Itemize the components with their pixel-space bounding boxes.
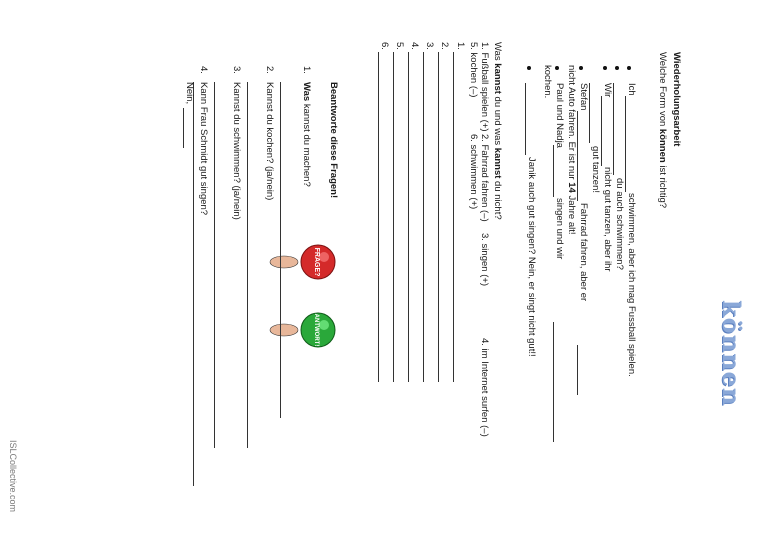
answer-line-q2[interactable] (247, 82, 248, 448)
answer-line-4[interactable] (408, 52, 409, 382)
bullet (579, 66, 583, 70)
answer-line-3[interactable] (423, 52, 424, 382)
bullet (615, 66, 619, 70)
activity-1: 1. Fußball spielen (+) (479, 42, 490, 132)
sentence-5-end: kochen. (542, 65, 553, 99)
sentence-2: du auch schwimmen? (614, 178, 625, 270)
sentence-3: Wir (602, 83, 613, 98)
activity-4: 4. im Internet surfen (–) (479, 338, 490, 437)
bullet (527, 66, 531, 70)
answer-line-5[interactable] (393, 52, 394, 382)
heading-koennen: können (717, 300, 746, 407)
answer-line-q3[interactable] (214, 82, 215, 448)
question-number-4: 4. (198, 66, 209, 74)
blank-line[interactable] (601, 96, 602, 166)
question-3: Kannst du schwimmen? (ja/nein) (231, 82, 242, 220)
blank-line[interactable] (525, 83, 526, 155)
sentence-1-rest: schwimmen, aber ich mag Fussball spielen. (626, 193, 637, 377)
site-watermark: ISLCollective.com (8, 440, 18, 513)
bullet (603, 66, 607, 70)
sentence-4-rest: Fahrrad fahren, aber er (578, 203, 589, 302)
answer-label-6: 6. (379, 42, 390, 50)
answer-prefix-nein: Nein, (184, 82, 195, 105)
sentence-1: Ich (626, 83, 637, 96)
worksheet-title: Wiederholungsarbeit (671, 52, 682, 147)
blank-line[interactable] (625, 96, 626, 192)
question-number-1: 1. (301, 66, 312, 74)
question-4: Kann Frau Schmidt gut singen? (198, 82, 209, 216)
instruction-2: Was kannst du und was kannst du nicht? (492, 42, 503, 220)
instruction-1: Welche Form von können ist richtig? (657, 52, 668, 209)
questions-heading: Beantworte diese Fragen! (328, 82, 339, 199)
question-1: Was kannst du machen? (301, 82, 312, 187)
question-number-2: 2. (264, 66, 275, 74)
answer-line-q4[interactable] (193, 82, 194, 486)
activity-2: 2. Fahrrad fahren (–) (479, 134, 490, 222)
sentence-3-end: gut tanzen! (590, 146, 601, 194)
sentence-4: Stefan (578, 83, 589, 111)
blank-line[interactable] (577, 111, 578, 201)
question-number-3: 3. (231, 66, 242, 74)
blank-line[interactable] (577, 345, 578, 395)
bullet (627, 66, 631, 70)
frage-label: FRAGE? (313, 247, 320, 277)
sentence-3-rest: nicht gut tanzen, aber ihr (602, 167, 613, 272)
answer-line-1[interactable] (453, 52, 454, 382)
question-2: Kannst du kochen? (ja/nein) (264, 82, 275, 201)
blank-line[interactable] (553, 145, 554, 197)
answer-line-2[interactable] (438, 52, 439, 382)
sentence-4-line2: nicht Auto fahren. Er ist nur 14 Jahre alt! (566, 65, 577, 235)
answer-line-6[interactable] (378, 52, 379, 382)
bullet (555, 66, 559, 70)
answer-label-2: 2. (439, 42, 450, 50)
answer-line-q1[interactable] (280, 82, 281, 418)
answer-label-5: 5. (394, 42, 405, 50)
sentence-5: Paul und Nadja (554, 83, 565, 148)
blank-line[interactable] (613, 83, 614, 175)
activity-3: 3. singen (+) (479, 233, 490, 287)
activity-5: 5. kochen (–) (468, 42, 479, 98)
blank-line[interactable] (589, 83, 590, 143)
answer-label-3: 3. (424, 42, 435, 50)
sentence-5-rest: singen und wir (554, 198, 565, 260)
blank-line[interactable] (553, 322, 554, 442)
antwort-label: ANTWORT! (313, 313, 319, 347)
blank-line[interactable] (183, 108, 184, 148)
activity-6: 6. schwimmen (+) (468, 134, 479, 210)
sentence-6: Janik auch gut singen? Nein, er singt nicht gut!! (526, 157, 537, 357)
answer-label-1: 1. (455, 42, 466, 50)
answer-label-4: 4. (409, 42, 420, 50)
